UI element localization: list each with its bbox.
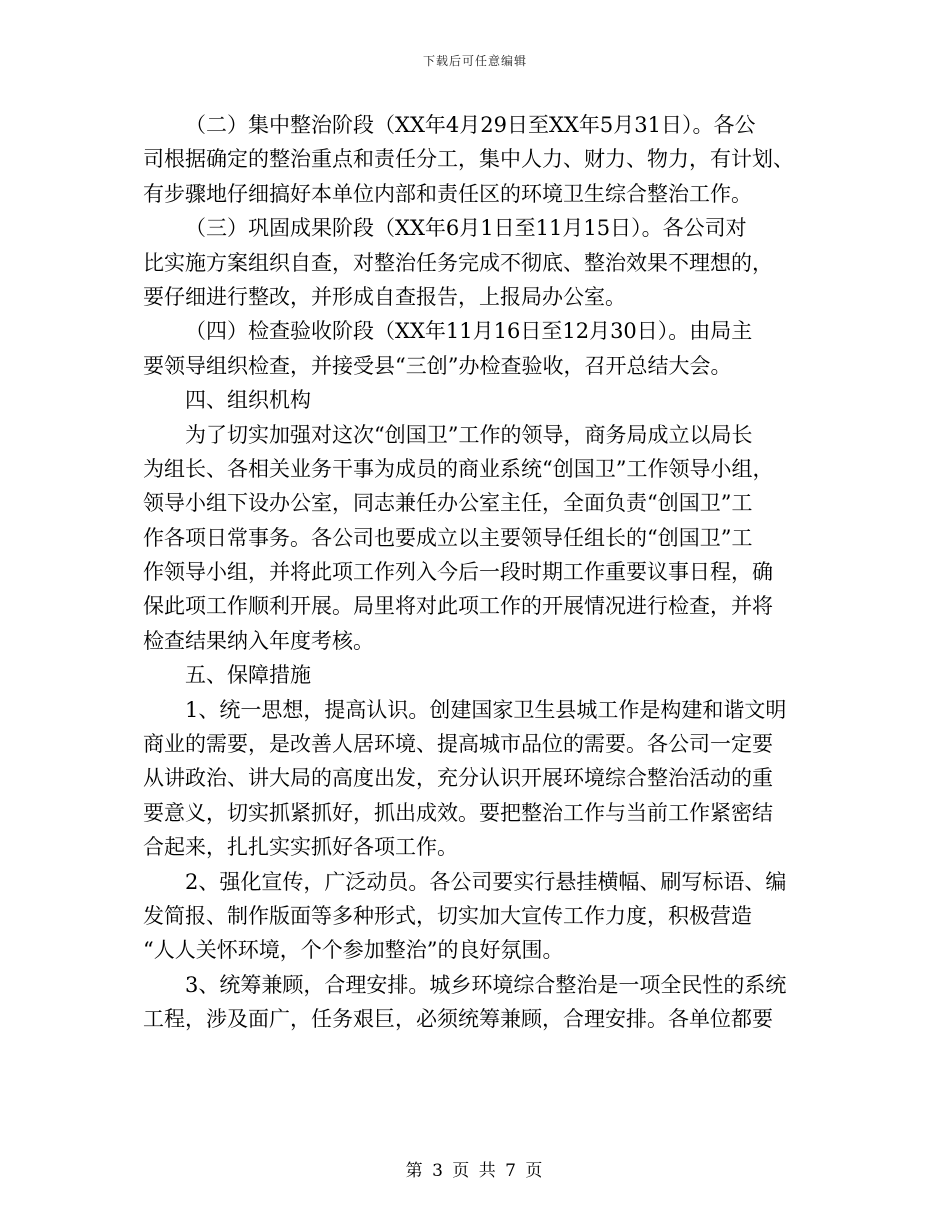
text-line: 从讲政治、讲大局的高度出发，充分认识开展环境综合整治活动的重 [143, 766, 773, 791]
text-line: 要仔细进行整改，并形成自查报告，上报局办公室。 [143, 284, 626, 309]
text-line: 有步骤地仔细搞好本单位内部和责任区的环境卫生综合整治工作。 [143, 181, 752, 206]
page-header-note: 下载后可任意编辑 [422, 54, 527, 68]
text-line: （三）巩固成果阶段（XX年6月1日至11月15日）。各公司对 [185, 216, 747, 241]
text-line: 工程，涉及面广，任务艰巨，必须统筹兼顾，合理安排。各单位都要 [143, 1007, 773, 1032]
text-line: 合起来，扎扎实实抓好各项工作。 [143, 835, 458, 860]
text-line: 商业的需要，是改善人居环境、提高城市品位的需要。各公司一定要 [143, 732, 773, 757]
text-line: 2、强化宣传，广泛动员。各公司要实行悬挂横幅、刷写标语、编 [185, 869, 787, 894]
text-line: 比实施方案组织自查，对整治任务完成不彻底、整治效果不理想的， [143, 250, 773, 275]
text-line: 要意义，切实抓紧抓好，抓出成效。要把整治工作与当前工作紧密结 [143, 800, 773, 825]
text-line: 3、统筹兼顾，合理安排。城乡环境综合整治是一项全民性的系统 [185, 972, 787, 997]
text-line: 为组长、各相关业务干事为成员的商业系统“创国卫”工作领导小组， [143, 456, 774, 481]
text-line: 1、统一思想，提高认识。创建国家卫生县城工作是构建和谐文明 [185, 697, 787, 722]
text-line: 司根据确定的整治重点和责任分工，集中人力、财力、物力，有计划、 [143, 147, 794, 172]
section-heading: 五、保障措施 [185, 663, 311, 688]
text-line: 检查结果纳入年度考核。 [143, 628, 374, 653]
text-line: （二）集中整治阶段（XX年4月29日至XX年5月31日）。各公 [185, 113, 756, 137]
section-heading: 四、组织机构 [185, 388, 311, 413]
text-line: 作领导小组，并将此项工作列入今后一段时期工作重要议事日程，确 [143, 560, 773, 585]
text-line: （四）检查验收阶段（XX年11月16日至12月30日）。由局主 [185, 319, 753, 344]
text-line: 为了切实加强对这次“创国卫”工作的领导，商务局成立以局长 [185, 422, 753, 447]
document-body [143, 108, 807, 1037]
text-line: 领导小组下设办公室，同志兼任办公室主任，全面负责“创国卫”工 [143, 491, 753, 516]
text-line: 发简报、制作版面等多种形式，切实加大宣传工作力度，积极营造 [143, 903, 752, 928]
text-line: “人人关怀环境，个个参加整治”的良好氛围。 [143, 938, 564, 963]
page-number: 第 3 页 共 7 页 [405, 1161, 545, 1181]
text-line: 保此项工作顺利开展。局里将对此项工作的开展情况进行检查，并将 [143, 594, 773, 619]
text-line: 要领导组织检查，并接受县“三创”办检查验收，召开总结大会。 [143, 353, 732, 378]
text-line: 作各项日常事务。各公司也要成立以主要领导任组长的“创国卫”工 [143, 525, 753, 550]
